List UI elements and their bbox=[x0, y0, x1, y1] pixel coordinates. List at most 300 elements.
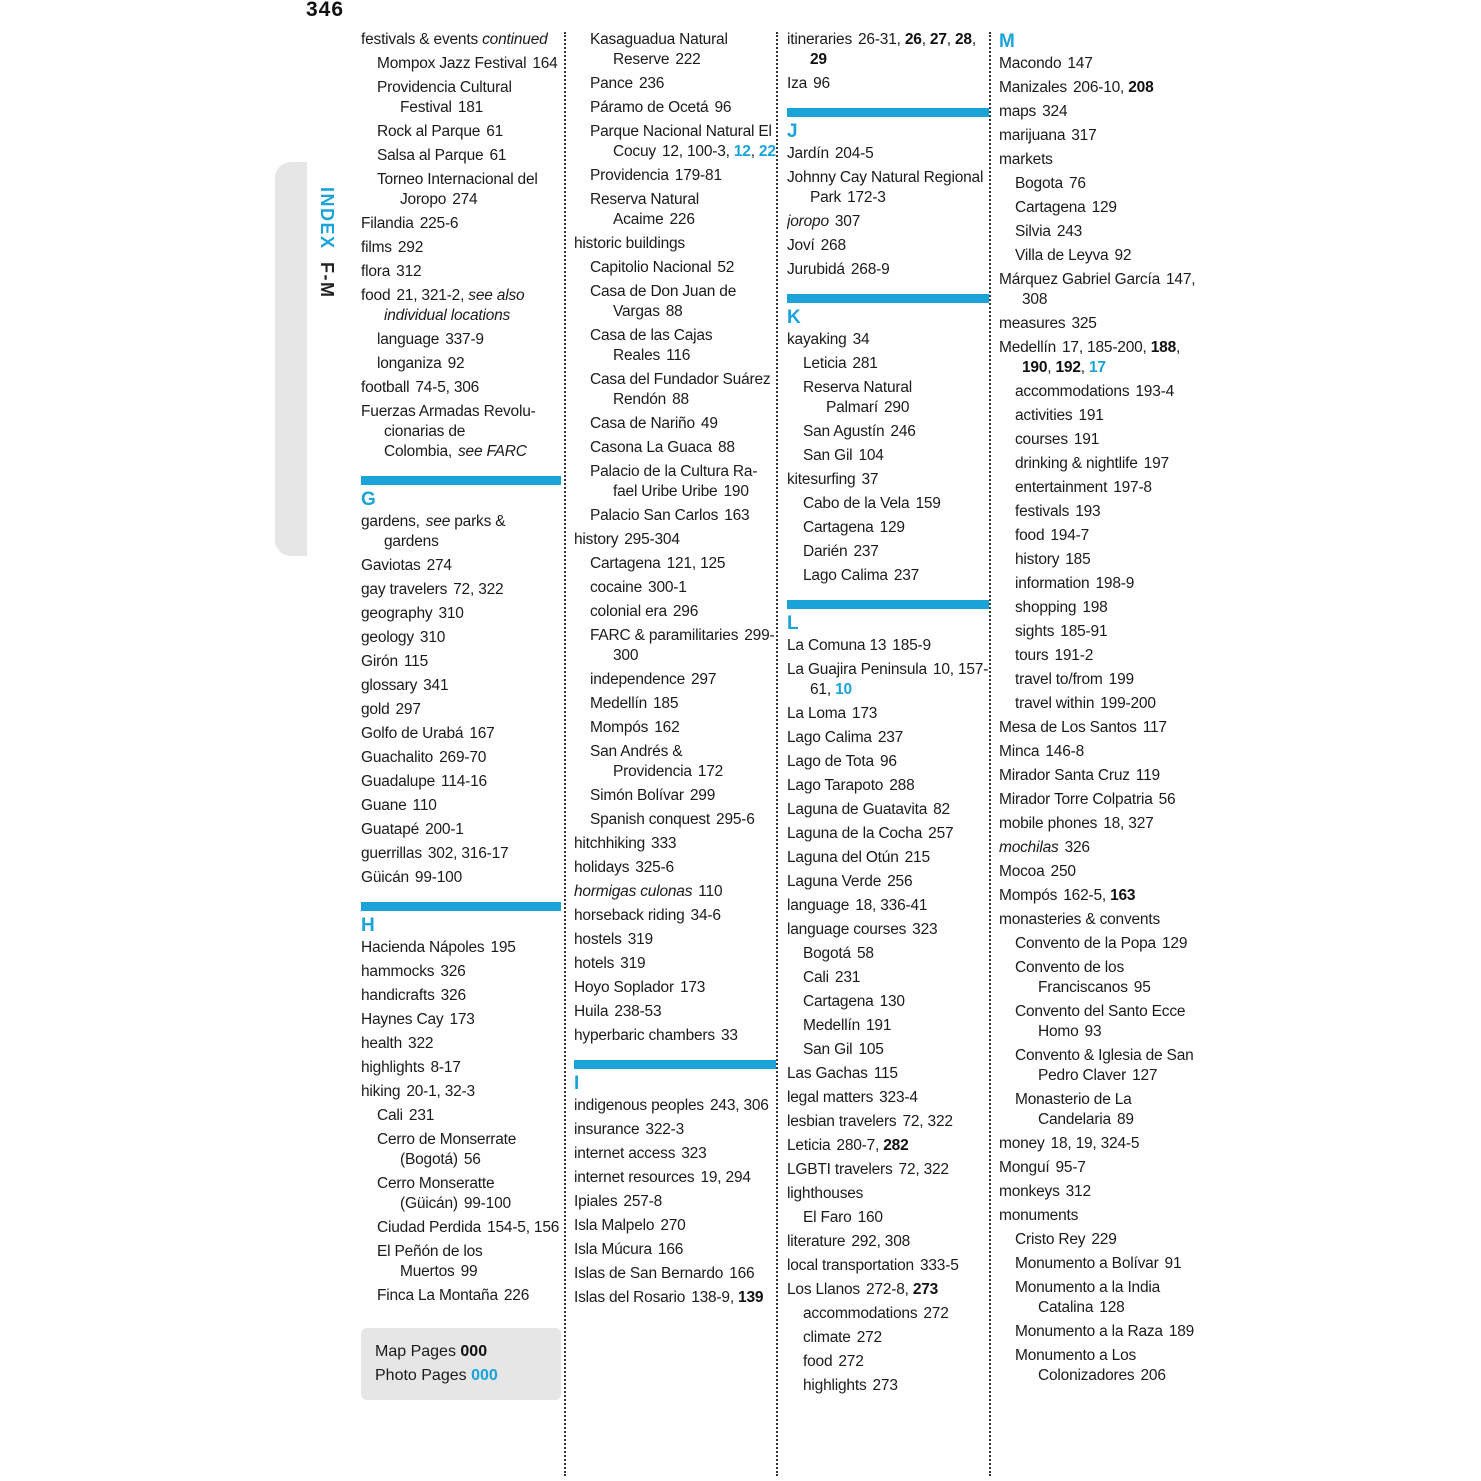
index-subentry bbox=[999, 478, 1199, 498]
entry-term: Casona La Guaca bbox=[590, 439, 712, 456]
entry-pages bbox=[718, 439, 735, 456]
index-entry bbox=[361, 796, 561, 816]
entry-term: Cartagena bbox=[803, 993, 874, 1010]
section-bar bbox=[574, 1060, 776, 1069]
page-ref: 20-1, 32-3 bbox=[406, 1083, 475, 1100]
index-subentry bbox=[999, 646, 1199, 666]
entry-pages bbox=[835, 145, 874, 162]
entry-term: Lago Calima bbox=[787, 729, 872, 746]
entry-term: Casa de Don Juan de Vargas bbox=[590, 283, 737, 320]
entry-pages bbox=[658, 1241, 683, 1258]
section-letter: L bbox=[787, 613, 799, 634]
entry-pages bbox=[700, 1169, 750, 1186]
entry-pages bbox=[1099, 1299, 1124, 1316]
entry-pages bbox=[836, 1137, 908, 1154]
entry-pages bbox=[486, 123, 503, 140]
page-ref: 269-70 bbox=[439, 749, 487, 766]
index-subentry bbox=[999, 670, 1199, 690]
index-subentry bbox=[361, 122, 561, 142]
page-ref: 52 bbox=[717, 259, 735, 276]
entry-pages bbox=[880, 519, 905, 536]
index-entry bbox=[574, 530, 776, 550]
entry-pages bbox=[504, 1287, 529, 1304]
entry-term: gold bbox=[361, 701, 390, 718]
entry-term: El Peñón de los Muertos bbox=[377, 1243, 483, 1280]
page-ref: 119 bbox=[1135, 767, 1160, 784]
page-ref: 72, 322 bbox=[898, 1161, 949, 1178]
entry-term: drinking & nightlife bbox=[1015, 455, 1138, 472]
page-ref: 274 bbox=[426, 557, 452, 574]
entry-term: Pance bbox=[590, 75, 633, 92]
page-ref: 105 bbox=[858, 1041, 884, 1058]
entry-pages bbox=[420, 629, 445, 646]
index-entry bbox=[574, 234, 776, 254]
index-entry bbox=[999, 862, 1199, 882]
page-ref: 99-100 bbox=[414, 869, 462, 886]
entry-term: Minca bbox=[999, 743, 1040, 760]
entry-term: Girón bbox=[361, 653, 398, 670]
page-ref: 292, 308 bbox=[851, 1233, 911, 1250]
index-subentry bbox=[999, 694, 1199, 714]
index-entry bbox=[574, 858, 776, 878]
index-entry bbox=[361, 772, 561, 792]
page-ref: 326 bbox=[1064, 839, 1090, 856]
index-subentry bbox=[574, 694, 776, 714]
entry-term: food bbox=[361, 287, 391, 304]
entry-pages bbox=[1082, 599, 1107, 616]
entry-term: guerrillas bbox=[361, 845, 422, 862]
entry-term: Palacio San Carlos bbox=[590, 507, 719, 524]
index-entry bbox=[574, 882, 776, 902]
page-ref: 93 bbox=[1084, 1023, 1102, 1040]
page-ref: 312 bbox=[1065, 1183, 1091, 1200]
index-subentry bbox=[361, 170, 561, 210]
page-ref: 204-5 bbox=[834, 145, 874, 162]
entry-term: FARC & paramilitaries bbox=[590, 627, 739, 644]
entry-pages bbox=[1143, 719, 1167, 736]
page-ref: 325-6 bbox=[635, 859, 674, 876]
index-entry bbox=[574, 1264, 776, 1284]
page-ref: 56 bbox=[1158, 791, 1176, 808]
page-ref: 164 bbox=[532, 55, 558, 72]
index-subentry bbox=[787, 992, 989, 1012]
page-ref: 26-31, bbox=[858, 31, 905, 48]
entry-pages bbox=[861, 471, 878, 488]
entry-pages bbox=[889, 777, 914, 794]
entry-pages bbox=[933, 801, 950, 818]
entry-term: health bbox=[361, 1035, 403, 1052]
entry-term: climate bbox=[803, 1329, 851, 1346]
section-bar bbox=[787, 108, 989, 117]
entry-term: money bbox=[999, 1135, 1045, 1152]
page-ref: 99-100 bbox=[463, 1195, 511, 1212]
entry-pages bbox=[857, 1329, 882, 1346]
page-ref: 206-10, bbox=[1072, 79, 1129, 96]
entry-pages bbox=[1054, 647, 1093, 664]
index-entry bbox=[574, 1120, 776, 1140]
index-subentry bbox=[999, 406, 1199, 426]
page-ref: 200-1 bbox=[425, 821, 464, 838]
page-ref: 272 bbox=[838, 1353, 864, 1370]
index-subentry bbox=[999, 1002, 1199, 1042]
index-subentry bbox=[574, 554, 776, 574]
page-ref: 37 bbox=[861, 471, 879, 488]
index-entry bbox=[999, 790, 1199, 810]
column-divider bbox=[989, 32, 991, 1476]
entry-pages bbox=[717, 259, 734, 276]
page-ref: 129 bbox=[1161, 935, 1188, 952]
entry-pages bbox=[879, 1089, 918, 1106]
page-ref: 325 bbox=[1071, 315, 1097, 332]
index-subentry bbox=[361, 354, 561, 374]
index-column-2 bbox=[574, 30, 776, 1476]
entry-term: mobile phones bbox=[999, 815, 1098, 832]
page-ref: 110 bbox=[698, 883, 723, 900]
entry-pages bbox=[669, 211, 694, 228]
page-ref: 185-9 bbox=[892, 637, 931, 654]
entry-term: Convento del Santo Ecce Homo bbox=[1015, 1003, 1186, 1040]
entry-term: Los Llanos bbox=[787, 1281, 860, 1298]
entry-term: Lago de Tota bbox=[787, 753, 874, 770]
page-ref: 138-9, bbox=[691, 1289, 739, 1306]
entry-term: indigenous peoples bbox=[574, 1097, 704, 1114]
index-entry bbox=[361, 214, 561, 234]
entry-term: Golfo de Urabá bbox=[361, 725, 464, 742]
entry-term: Monasterio de La Candelaria bbox=[1015, 1091, 1132, 1128]
page-ref: 225-6 bbox=[419, 215, 459, 232]
index-entry bbox=[787, 752, 989, 772]
index-subentry bbox=[361, 1286, 561, 1306]
entry-term: lesbian travelers bbox=[787, 1113, 897, 1130]
entry-term: Bogotá bbox=[803, 945, 851, 962]
index-entry bbox=[361, 402, 561, 462]
entry-term: Convento de los Franciscanos bbox=[1015, 959, 1128, 996]
index-entry bbox=[574, 978, 776, 998]
index-entry bbox=[361, 700, 561, 720]
index-entry bbox=[787, 824, 989, 844]
entry-pages bbox=[866, 1281, 938, 1298]
page-ref: 92 bbox=[1114, 247, 1132, 264]
index-subentry bbox=[999, 222, 1199, 242]
index-entry bbox=[787, 636, 989, 656]
entry-pages bbox=[878, 729, 903, 746]
entry-term: Cartagena bbox=[803, 519, 874, 536]
entry-term: Leticia bbox=[803, 355, 847, 372]
index-subentry bbox=[999, 1254, 1199, 1274]
page-ref: 226 bbox=[503, 1287, 530, 1304]
index-entry bbox=[787, 1232, 989, 1252]
entry-term: Mocoa bbox=[999, 863, 1045, 880]
index-subentry bbox=[574, 438, 776, 458]
entry-pages bbox=[487, 1219, 559, 1236]
legend-maps-label: Map Pages bbox=[375, 1343, 456, 1360]
entry-term: sights bbox=[1015, 623, 1055, 640]
entry-pages bbox=[651, 835, 676, 852]
entry-pages bbox=[884, 399, 909, 416]
page-ref: 88 bbox=[717, 439, 735, 456]
index-entry bbox=[999, 1134, 1199, 1154]
page-ref: 160 bbox=[857, 1209, 883, 1226]
entry-pages bbox=[489, 147, 506, 164]
index-entry bbox=[999, 314, 1199, 334]
entry-pages bbox=[404, 653, 428, 670]
map-page-ref: 139 bbox=[738, 1289, 764, 1306]
entry-term-suffix: continued bbox=[482, 31, 548, 48]
index-subentry bbox=[574, 190, 776, 230]
entry-term: football bbox=[361, 379, 410, 396]
index-subentry bbox=[999, 246, 1199, 266]
index-entry bbox=[999, 718, 1199, 738]
index-entry bbox=[361, 1082, 561, 1102]
page-ref: 89 bbox=[1116, 1111, 1134, 1128]
entry-term: marijuana bbox=[999, 127, 1066, 144]
page-ref: 326 bbox=[440, 963, 466, 980]
entry-pages bbox=[680, 979, 705, 996]
index-entry bbox=[361, 556, 561, 576]
page-ref: 297 bbox=[395, 701, 421, 718]
entry-pages bbox=[1135, 383, 1174, 400]
entry-term: Medellín bbox=[590, 695, 647, 712]
entry-term: Islas de San Bernardo bbox=[574, 1265, 724, 1282]
entry-term: Capitolio Nacional bbox=[590, 259, 712, 276]
page-ref: 295-6 bbox=[716, 811, 755, 828]
entry-pages bbox=[409, 1107, 434, 1124]
entry-term: Casa de las Cajas Reales bbox=[590, 327, 713, 364]
page-ref: 197 bbox=[1143, 455, 1169, 472]
page-ref: , bbox=[1176, 339, 1181, 356]
index-subentry bbox=[574, 578, 776, 598]
page-ref: 326 bbox=[440, 987, 466, 1004]
entry-term: independence bbox=[590, 671, 685, 688]
page-ref: 337-9 bbox=[445, 331, 484, 348]
page-ref: 154-5, 156 bbox=[487, 1219, 560, 1236]
page-ref: 96 bbox=[813, 75, 830, 92]
page-ref: 299-300 bbox=[613, 627, 775, 664]
map-page-ref: 190 bbox=[1022, 359, 1048, 376]
section-bar bbox=[787, 294, 989, 303]
entry-pages bbox=[449, 1011, 474, 1028]
map-page-ref: 282 bbox=[883, 1137, 909, 1154]
section-letter: I bbox=[574, 1073, 580, 1094]
index-entry bbox=[999, 742, 1199, 762]
entry-pages bbox=[1045, 743, 1084, 760]
entry-pages bbox=[408, 1035, 433, 1052]
page-ref: 288 bbox=[889, 777, 915, 794]
entry-term: La Comuna 13 bbox=[787, 637, 887, 654]
entry-pages bbox=[691, 671, 716, 688]
page-ref: 333 bbox=[651, 835, 677, 852]
entry-pages bbox=[1065, 839, 1090, 856]
entry-term: Isla Múcura bbox=[574, 1241, 652, 1258]
entry-term: glossary bbox=[361, 677, 418, 694]
entry-term: Guachalito bbox=[361, 749, 434, 766]
entry-pages bbox=[1117, 1111, 1134, 1128]
entry-pages bbox=[427, 557, 452, 574]
entry-pages bbox=[461, 1263, 478, 1280]
entry-term: cocaine bbox=[590, 579, 643, 596]
entry-pages bbox=[445, 331, 484, 348]
entry-term: hiking bbox=[361, 1083, 401, 1100]
index-subentry bbox=[574, 810, 776, 830]
entry-pages bbox=[431, 1059, 461, 1076]
index-entry bbox=[574, 1288, 776, 1308]
index-entry bbox=[361, 938, 561, 958]
entry-pages bbox=[1067, 55, 1092, 72]
entry-term: monkeys bbox=[999, 1183, 1060, 1200]
entry-pages bbox=[723, 483, 748, 500]
page-ref: , bbox=[750, 143, 759, 160]
entry-pages bbox=[415, 379, 479, 396]
index-subentry bbox=[787, 1304, 989, 1324]
entry-term: Palacio de la Cultura Ra-fael Uribe Uribe bbox=[590, 463, 758, 500]
index-entry bbox=[787, 1280, 989, 1300]
index-subentry bbox=[574, 742, 776, 782]
legend-photos-value: 000 bbox=[471, 1367, 498, 1384]
entry-pages bbox=[1132, 1067, 1157, 1084]
entry-pages bbox=[902, 1113, 952, 1130]
index-entry bbox=[574, 1192, 776, 1212]
page-ref: 250 bbox=[1050, 863, 1076, 880]
index-subentry bbox=[574, 326, 776, 366]
index-subentry bbox=[574, 602, 776, 622]
page-ref: 17, 185-200, bbox=[1062, 339, 1151, 356]
index-subentry bbox=[999, 1046, 1199, 1086]
index-entry bbox=[999, 338, 1199, 378]
page-ref: 191-2 bbox=[1054, 647, 1094, 664]
entry-term: Cristo Rey bbox=[1015, 1231, 1086, 1248]
entry-pages bbox=[821, 237, 846, 254]
entry-term: La Guajira Peninsula bbox=[787, 661, 927, 678]
entry-term: Cartagena bbox=[1015, 199, 1086, 216]
cross-reference: see FARC bbox=[457, 443, 527, 460]
page-ref: 295-304 bbox=[624, 531, 680, 548]
entry-pages bbox=[1169, 1323, 1194, 1340]
index-subentry bbox=[999, 622, 1199, 642]
page-ref: 341 bbox=[423, 677, 449, 694]
page-ref: 172-3 bbox=[847, 189, 886, 206]
index-subentry bbox=[787, 1016, 989, 1036]
entry-term: gay travelers bbox=[361, 581, 448, 598]
section-header bbox=[999, 30, 1199, 52]
entry-pages bbox=[851, 261, 890, 278]
page-ref: 185 bbox=[653, 695, 679, 712]
entry-term: hormigas culonas bbox=[574, 883, 693, 900]
index-entry bbox=[574, 1096, 776, 1116]
index-subentry bbox=[787, 378, 989, 418]
index-subentry bbox=[999, 1230, 1199, 1250]
entry-term: Páramo de Ocetá bbox=[590, 99, 709, 116]
page-ref: 96 bbox=[714, 99, 732, 116]
entry-term: travel to/from bbox=[1015, 671, 1103, 688]
entry-term: El Faro bbox=[803, 1209, 852, 1226]
entry-pages bbox=[1066, 1183, 1091, 1200]
entry-pages bbox=[453, 581, 503, 598]
index-subentry bbox=[787, 494, 989, 514]
page-ref: 96 bbox=[879, 753, 897, 770]
section-letter: H bbox=[361, 915, 375, 936]
entry-term: San Andrés & Providencia bbox=[590, 743, 692, 780]
page-ref: 322 bbox=[408, 1035, 434, 1052]
entry-term: language bbox=[377, 331, 440, 348]
entry-term: Cali bbox=[803, 969, 829, 986]
entry-term: Monguí bbox=[999, 1159, 1050, 1176]
index-subentry bbox=[574, 462, 776, 502]
index-subentry bbox=[574, 122, 776, 162]
index-subentry bbox=[999, 502, 1199, 522]
entry-term: Cerro Monseratte (Güicán) bbox=[377, 1175, 495, 1212]
page-ref: 185-91 bbox=[1060, 623, 1108, 640]
entry-pages bbox=[855, 897, 927, 914]
entry-pages bbox=[469, 725, 494, 742]
entry-term: Guadalupe bbox=[361, 773, 436, 790]
entry-pages bbox=[490, 939, 515, 956]
index-entry bbox=[361, 512, 561, 552]
index-column-1 bbox=[361, 30, 561, 1476]
entry-term: Convento de la Popa bbox=[1015, 935, 1156, 952]
page-ref: 88 bbox=[665, 303, 683, 320]
column-divider bbox=[564, 32, 566, 1476]
page-ref: 191 bbox=[866, 1017, 892, 1034]
page-ref: 310 bbox=[438, 605, 464, 622]
entry-pages bbox=[835, 969, 860, 986]
entry-pages bbox=[1060, 623, 1107, 640]
entry-pages bbox=[1075, 503, 1100, 520]
page-ref: 333-5 bbox=[919, 1257, 959, 1274]
index-subentry bbox=[787, 354, 989, 374]
page-ref: 323 bbox=[681, 1145, 707, 1162]
entry-term: Cartagena bbox=[590, 555, 661, 572]
entry-pages bbox=[912, 921, 937, 938]
page-ref: 82 bbox=[933, 801, 950, 818]
index-entry bbox=[361, 652, 561, 672]
entry-term: Casa de Nariño bbox=[590, 415, 695, 432]
index-subentry bbox=[361, 1106, 561, 1126]
entry-term: Villa de Leyva bbox=[1015, 247, 1109, 264]
entry-term: Huila bbox=[574, 1003, 609, 1020]
index-entry bbox=[787, 236, 989, 256]
page-ref: 194-7 bbox=[1050, 527, 1090, 544]
page-ref: parks & gardens bbox=[384, 513, 506, 550]
entry-pages bbox=[1103, 815, 1153, 832]
entry-term: Parque Nacional Natural El Cocuy bbox=[590, 123, 772, 160]
entry-term: Monumento a la Raza bbox=[1015, 1323, 1163, 1340]
index-entry bbox=[361, 238, 561, 258]
page-ref: 76 bbox=[1068, 175, 1086, 192]
entry-pages bbox=[1074, 431, 1099, 448]
page-ref: 270 bbox=[660, 1217, 686, 1234]
index-entry bbox=[787, 1088, 989, 1108]
entry-pages bbox=[852, 705, 877, 722]
index-entry bbox=[361, 286, 561, 326]
entry-term: Macondo bbox=[999, 55, 1062, 72]
entry-pages bbox=[624, 531, 679, 548]
entry-pages bbox=[441, 773, 487, 790]
page-ref: 243 bbox=[1056, 223, 1083, 240]
legend-maps bbox=[375, 1340, 547, 1364]
entry-term: tours bbox=[1015, 647, 1049, 664]
index-subentry bbox=[574, 670, 776, 690]
entry-pages bbox=[441, 987, 466, 1004]
page-ref: 274 bbox=[452, 191, 478, 208]
index-entry bbox=[361, 30, 561, 50]
entry-pages bbox=[853, 543, 878, 560]
page-ref: 324 bbox=[1042, 103, 1068, 120]
entry-term: Islas del Rosario bbox=[574, 1289, 686, 1306]
entry-term: Guane bbox=[361, 797, 407, 814]
entry-term: Torneo Internacional del Joropo bbox=[377, 171, 538, 208]
index-entry bbox=[361, 1058, 561, 1078]
entry-term: historic buildings bbox=[574, 235, 685, 252]
